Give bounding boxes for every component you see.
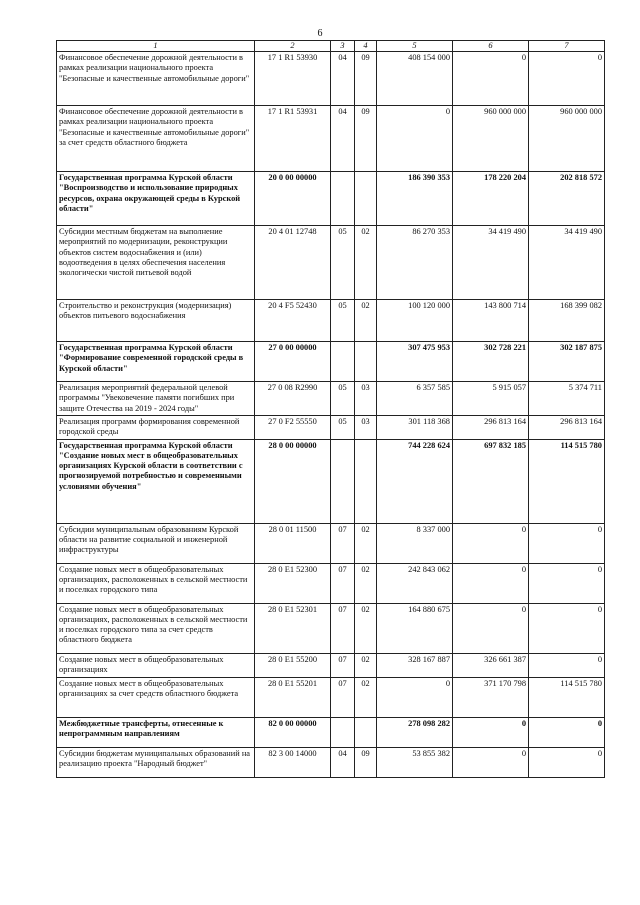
row-subsection [355, 439, 377, 523]
row-amount-3: 0 [529, 563, 605, 603]
row-amount-1: 186 390 353 [377, 172, 453, 226]
row-amount-1: 744 228 624 [377, 439, 453, 523]
table-row [57, 717, 605, 747]
column-number: 6 [453, 41, 529, 52]
row-amount-3: 0 [529, 52, 605, 106]
column-number: 2 [255, 41, 331, 52]
row-code: 27 0 08 R2990 [255, 382, 331, 416]
row-amount-1: 328 167 887 [377, 653, 453, 677]
table-row [57, 382, 605, 416]
row-amount-3: 0 [529, 747, 605, 777]
row-section: 05 [331, 226, 355, 300]
row-subsection: 03 [355, 415, 377, 439]
row-name: Субсидии муниципальным образованиям Курской области на развитие социальной и инженерной инфраструктуры [57, 523, 255, 563]
table-row [57, 653, 605, 677]
table-row [57, 603, 605, 653]
row-code: 27 0 00 00000 [255, 342, 331, 382]
row-amount-1: 408 154 000 [377, 52, 453, 106]
row-amount-3: 0 [529, 653, 605, 677]
column-number: 7 [529, 41, 605, 52]
row-name: Строительство и реконструкция (модернизация) объектов питьевого водоснабжения [57, 300, 255, 342]
row-amount-2: 371 170 798 [453, 677, 529, 717]
row-amount-3: 114 515 780 [529, 439, 605, 523]
row-amount-3: 960 000 000 [529, 106, 605, 172]
row-subsection: 02 [355, 300, 377, 342]
row-name: Государственная программа Курской области "Воспроизводство и использование природных ресурсов, охрана окружающей среды в Курской области" [57, 172, 255, 226]
row-amount-3: 0 [529, 603, 605, 653]
row-amount-2: 178 220 204 [453, 172, 529, 226]
row-amount-2: 0 [453, 563, 529, 603]
row-code: 28 0 00 00000 [255, 439, 331, 523]
row-amount-3: 296 813 164 [529, 415, 605, 439]
row-name: Государственная программа Курской области "Формирование современной городской среды в Курской области" [57, 342, 255, 382]
row-amount-2: 326 661 387 [453, 653, 529, 677]
row-section: 07 [331, 603, 355, 653]
row-name: Создание новых мест в общеобразовательных организациях, расположенных в сельской местности и поселках городского типа за счет средств областного бюджета [57, 603, 255, 653]
row-subsection: 02 [355, 563, 377, 603]
row-code: 28 0 E1 52301 [255, 603, 331, 653]
row-section: 04 [331, 747, 355, 777]
row-amount-3: 34 419 490 [529, 226, 605, 300]
row-section [331, 342, 355, 382]
row-amount-1: 100 120 000 [377, 300, 453, 342]
row-name: Межбюджетные трансферты, отнесенные к непрограммным направлениям [57, 717, 255, 747]
table-row [57, 523, 605, 563]
row-amount-2: 960 000 000 [453, 106, 529, 172]
row-amount-1: 53 855 382 [377, 747, 453, 777]
row-name: Финансовое обеспечение дорожной деятельности в рамках реализации национального проекта "Безопасные и качественные автомобильные дороги" за счет средств областного бюджета [57, 106, 255, 172]
row-amount-3: 5 374 711 [529, 382, 605, 416]
row-amount-1: 0 [377, 106, 453, 172]
row-amount-1: 8 337 000 [377, 523, 453, 563]
column-number: 5 [377, 41, 453, 52]
row-amount-3: 0 [529, 717, 605, 747]
table-row [57, 415, 605, 439]
row-code: 17 1 R1 53931 [255, 106, 331, 172]
row-section: 05 [331, 300, 355, 342]
table-row [57, 226, 605, 300]
row-amount-3: 114 515 780 [529, 677, 605, 717]
column-number: 1 [57, 41, 255, 52]
row-name: Субсидии бюджетам муниципальных образований на реализацию проекта "Народный бюджет" [57, 747, 255, 777]
row-code: 20 4 01 12748 [255, 226, 331, 300]
row-section [331, 172, 355, 226]
row-subsection: 09 [355, 106, 377, 172]
row-amount-3: 202 818 572 [529, 172, 605, 226]
row-section: 07 [331, 653, 355, 677]
page-number: 6 [317, 28, 323, 39]
row-section: 07 [331, 563, 355, 603]
table-row [57, 677, 605, 717]
row-name: Создание новых мест в общеобразовательных организациях за счет средств областного бюджета [57, 677, 255, 717]
row-amount-1: 242 843 062 [377, 563, 453, 603]
row-section: 04 [331, 106, 355, 172]
row-code: 20 4 F5 52430 [255, 300, 331, 342]
row-amount-2: 302 728 221 [453, 342, 529, 382]
row-code: 27 0 F2 55550 [255, 415, 331, 439]
row-subsection: 02 [355, 226, 377, 300]
table-row [57, 747, 605, 777]
row-code: 28 0 E1 55201 [255, 677, 331, 717]
column-number: 4 [355, 41, 377, 52]
row-name: Субсидии местным бюджетам на выполнение мероприятий по модернизации, реконструкции объектов систем водоснабжения и (или) водоотведения в целях обеспечения населения экологически чистой питьевой водой [57, 226, 255, 300]
row-code: 20 0 00 00000 [255, 172, 331, 226]
row-subsection: 09 [355, 52, 377, 106]
row-name: Реализация программ формирования современной городской среды [57, 415, 255, 439]
row-subsection: 02 [355, 653, 377, 677]
row-section: 05 [331, 415, 355, 439]
row-name: Создание новых мест в общеобразовательных организациях [57, 653, 255, 677]
row-code: 82 3 00 14000 [255, 747, 331, 777]
table-row [57, 342, 605, 382]
row-amount-3: 0 [529, 523, 605, 563]
table-row [57, 300, 605, 342]
row-amount-1: 6 357 585 [377, 382, 453, 416]
row-code: 28 0 E1 52300 [255, 563, 331, 603]
row-amount-2: 5 915 057 [453, 382, 529, 416]
row-subsection [355, 172, 377, 226]
row-code: 17 1 R1 53930 [255, 52, 331, 106]
row-subsection: 02 [355, 603, 377, 653]
row-subsection: 03 [355, 382, 377, 416]
row-name: Создание новых мест в общеобразовательных организациях, расположенных в сельской местности и поселках городского типа [57, 563, 255, 603]
row-amount-2: 143 800 714 [453, 300, 529, 342]
row-section: 04 [331, 52, 355, 106]
table-row [57, 563, 605, 603]
column-number-row [57, 41, 605, 52]
row-amount-1: 164 880 675 [377, 603, 453, 653]
row-subsection [355, 342, 377, 382]
row-code: 28 0 E1 55200 [255, 653, 331, 677]
budget-table [56, 40, 605, 778]
column-number: 3 [331, 41, 355, 52]
row-amount-1: 278 098 282 [377, 717, 453, 747]
row-section: 05 [331, 382, 355, 416]
row-amount-2: 34 419 490 [453, 226, 529, 300]
row-subsection [355, 717, 377, 747]
table-row [57, 439, 605, 523]
table-row [57, 106, 605, 172]
row-subsection: 02 [355, 523, 377, 563]
row-section: 07 [331, 523, 355, 563]
row-amount-1: 307 475 953 [377, 342, 453, 382]
row-subsection: 09 [355, 747, 377, 777]
row-name: Финансовое обеспечение дорожной деятельности в рамках реализации национального проекта "Безопасные и качественные автомобильные дороги" [57, 52, 255, 106]
row-code: 28 0 01 11500 [255, 523, 331, 563]
row-name: Государственная программа Курской области "Создание новых мест в общеобразовательных организациях Курской области в соответствии с прогнозируемой потребностью и современными условиями обучения" [57, 439, 255, 523]
row-amount-2: 0 [453, 717, 529, 747]
row-amount-2: 0 [453, 52, 529, 106]
row-amount-2: 0 [453, 747, 529, 777]
row-section [331, 717, 355, 747]
table-row [57, 172, 605, 226]
row-amount-2: 296 813 164 [453, 415, 529, 439]
row-amount-1: 86 270 353 [377, 226, 453, 300]
row-amount-2: 0 [453, 603, 529, 653]
row-section [331, 439, 355, 523]
row-subsection: 02 [355, 677, 377, 717]
row-amount-2: 0 [453, 523, 529, 563]
row-section: 07 [331, 677, 355, 717]
table-row [57, 52, 605, 106]
row-amount-3: 168 399 082 [529, 300, 605, 342]
row-amount-1: 301 118 368 [377, 415, 453, 439]
row-amount-2: 697 832 185 [453, 439, 529, 523]
row-amount-3: 302 187 875 [529, 342, 605, 382]
row-name: Реализация мероприятий федеральной целевой программы "Увековечение памяти погибших при защите Отечества на 2019 - 2024 годы" [57, 382, 255, 416]
row-code: 82 0 00 00000 [255, 717, 331, 747]
row-amount-1: 0 [377, 677, 453, 717]
